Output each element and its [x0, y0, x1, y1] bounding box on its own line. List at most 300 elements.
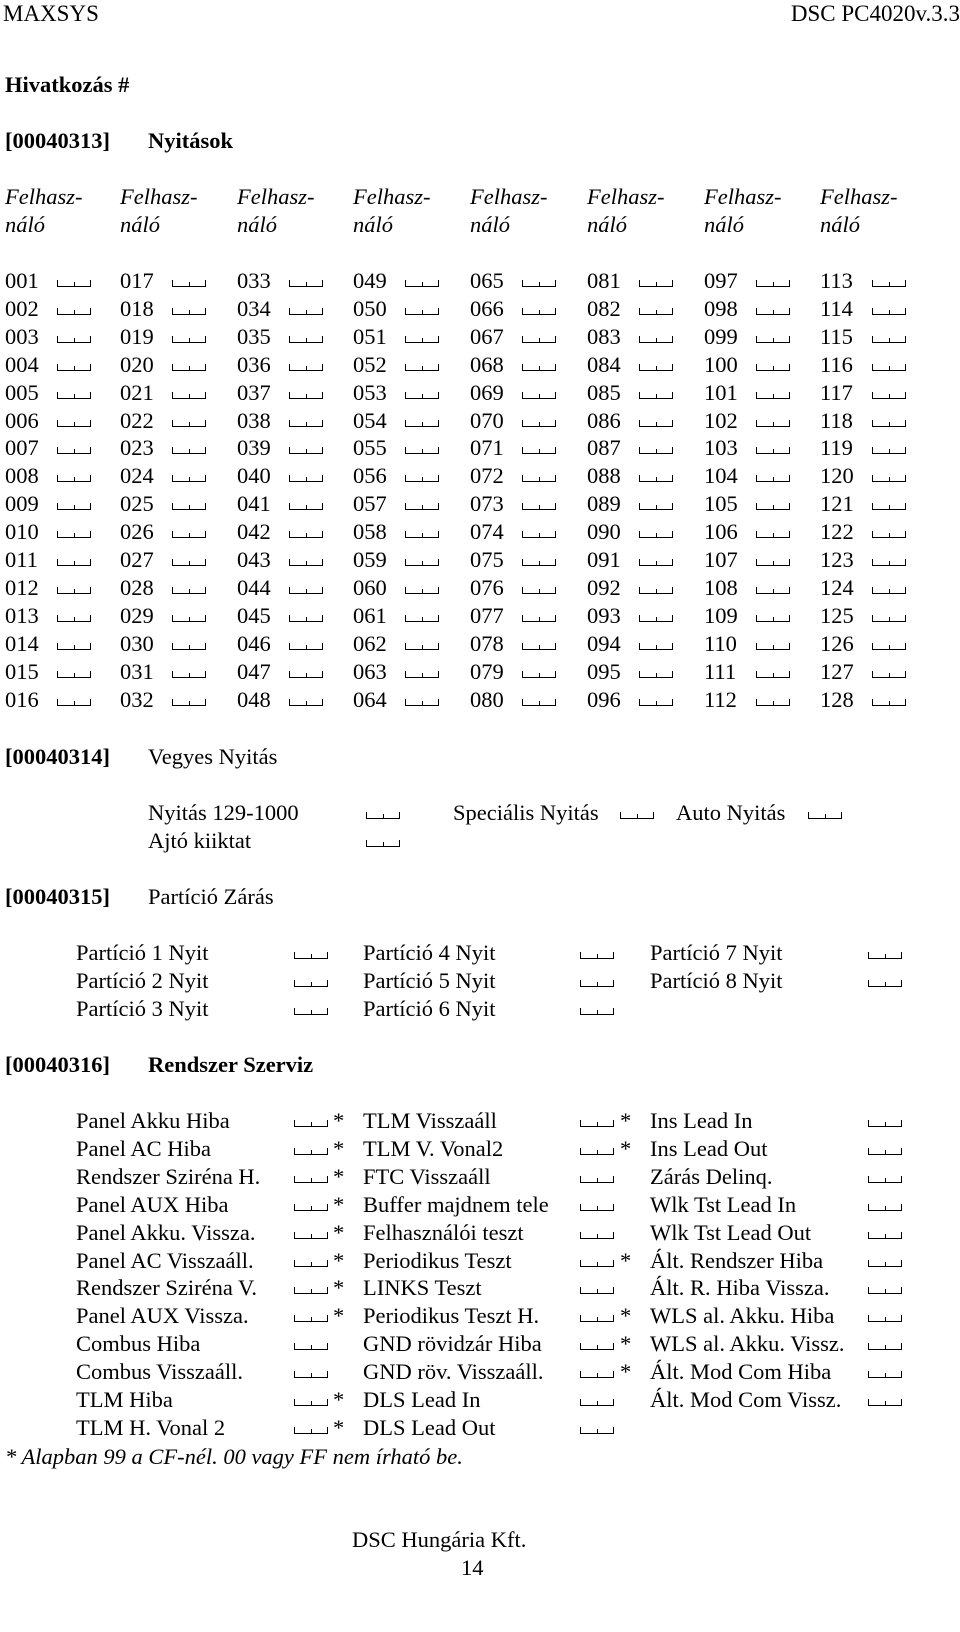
- entry-box[interactable]: [57, 420, 91, 427]
- entry-box[interactable]: [289, 643, 323, 650]
- entry-box[interactable]: [756, 280, 790, 287]
- entry-box[interactable]: [289, 503, 323, 510]
- user-number: 039: [237, 435, 271, 461]
- entry-box[interactable]: [868, 952, 902, 959]
- entry-box[interactable]: [872, 643, 906, 650]
- entry-box[interactable]: [289, 475, 323, 482]
- entry-box[interactable]: [294, 1204, 328, 1211]
- entry-box[interactable]: [294, 952, 328, 959]
- user-number: 027: [120, 547, 154, 572]
- entry-box[interactable]: [872, 531, 906, 538]
- user-number: 083: [587, 323, 621, 349]
- entry-box[interactable]: [405, 447, 439, 454]
- user-number: 002: [5, 295, 39, 321]
- column-header: Felhasz-: [704, 184, 782, 209]
- user-number: 076: [470, 574, 504, 600]
- user-number: 046: [237, 630, 271, 656]
- user-number: 065: [470, 268, 504, 293]
- user-number: 041: [237, 491, 271, 517]
- entry-box[interactable]: [872, 280, 906, 287]
- user-number: 081: [587, 268, 621, 293]
- entry-box[interactable]: [756, 643, 790, 650]
- footnote-marker: *: [620, 1303, 632, 1329]
- entry-box[interactable]: [522, 308, 556, 315]
- entry-box[interactable]: [756, 671, 790, 678]
- footnote-marker: *: [333, 1247, 345, 1273]
- service-label: WLS al. Akku. Hiba: [650, 1303, 835, 1329]
- service-label: Ált. Mod Com Hiba: [650, 1359, 832, 1385]
- entry-box[interactable]: [620, 812, 654, 819]
- footnote-marker: *: [333, 1163, 345, 1189]
- column-header: náló: [820, 212, 861, 237]
- partition-label: Partíció 8 Nyit: [650, 968, 783, 993]
- entry-box[interactable]: [522, 392, 556, 399]
- service-label: Ins Lead Out: [650, 1135, 768, 1161]
- entry-box[interactable]: [57, 364, 91, 371]
- entry-box[interactable]: [57, 559, 91, 566]
- footnote-marker: *: [333, 1135, 345, 1161]
- user-number: 023: [120, 435, 154, 461]
- entry-box[interactable]: [289, 699, 323, 706]
- entry-box[interactable]: [289, 615, 323, 622]
- service-label: Panel AUX Hiba: [76, 1191, 229, 1217]
- user-number: 009: [5, 491, 39, 517]
- entry-box[interactable]: [289, 392, 323, 399]
- entry-box[interactable]: [580, 1204, 614, 1211]
- entry-box[interactable]: [639, 643, 673, 650]
- entry-box[interactable]: [756, 447, 790, 454]
- user-number: 038: [237, 407, 271, 433]
- entry-box[interactable]: [405, 559, 439, 566]
- entry-box[interactable]: [580, 1427, 614, 1434]
- user-number: 061: [353, 602, 387, 628]
- entry-box[interactable]: [294, 1287, 328, 1294]
- user-number: 114: [820, 295, 853, 321]
- entry-box[interactable]: [522, 671, 556, 678]
- section-title: Nyitások: [148, 128, 234, 153]
- user-number: 095: [587, 658, 621, 684]
- entry-box[interactable]: [756, 364, 790, 371]
- entry-box[interactable]: [172, 447, 206, 454]
- user-number: 094: [587, 630, 621, 656]
- entry-box[interactable]: [756, 420, 790, 427]
- entry-box[interactable]: [294, 980, 328, 987]
- entry-box[interactable]: [639, 615, 673, 622]
- entry-box[interactable]: [872, 336, 906, 343]
- user-number: 024: [120, 463, 154, 489]
- entry-box[interactable]: [289, 531, 323, 538]
- entry-box[interactable]: [366, 840, 400, 847]
- entry-box[interactable]: [172, 308, 206, 315]
- service-label: Rendszer Sziréna H.: [76, 1163, 261, 1189]
- footnote-marker: *: [333, 1387, 345, 1412]
- user-number: 124: [820, 574, 854, 600]
- user-number: 128: [820, 686, 854, 712]
- entry-box[interactable]: [294, 1371, 328, 1378]
- entry-box[interactable]: [756, 615, 790, 622]
- entry-box[interactable]: [522, 364, 556, 371]
- entry-box[interactable]: [522, 336, 556, 343]
- entry-box[interactable]: [756, 336, 790, 343]
- entry-box[interactable]: [172, 392, 206, 399]
- header-left: MAXSYS: [3, 1, 99, 26]
- entry-box[interactable]: [172, 336, 206, 343]
- entry-box[interactable]: [639, 420, 673, 427]
- entry-box[interactable]: [639, 559, 673, 566]
- entry-box[interactable]: [294, 1427, 328, 1434]
- user-number: 085: [587, 379, 621, 405]
- user-number: 112: [704, 686, 737, 712]
- section-code: [00040313]: [5, 128, 110, 153]
- entry-box[interactable]: [872, 447, 906, 454]
- user-number: 011: [5, 547, 38, 572]
- footnote-marker: *: [333, 1414, 345, 1440]
- entry-box[interactable]: [580, 1343, 614, 1350]
- user-number: 030: [120, 630, 154, 656]
- user-number: 017: [120, 268, 154, 293]
- entry-box[interactable]: [639, 475, 673, 482]
- user-number: 021: [120, 379, 154, 405]
- user-number: 101: [704, 379, 738, 405]
- service-label: WLS al. Akku. Vissz.: [650, 1331, 845, 1357]
- entry-box[interactable]: [172, 671, 206, 678]
- user-number: 047: [237, 658, 271, 684]
- entry-box[interactable]: [57, 475, 91, 482]
- entry-box[interactable]: [872, 587, 906, 594]
- user-number: 008: [5, 463, 39, 489]
- user-number: 082: [587, 295, 621, 321]
- entry-box[interactable]: [289, 364, 323, 371]
- entry-box[interactable]: [868, 1399, 902, 1406]
- entry-box[interactable]: [405, 699, 439, 706]
- user-number: 043: [237, 547, 271, 572]
- entry-box[interactable]: [405, 336, 439, 343]
- entry-box[interactable]: [580, 1260, 614, 1267]
- header-right: DSC PC4020v.3.3: [790, 1, 960, 26]
- entry-box[interactable]: [522, 699, 556, 706]
- user-number: 012: [5, 574, 39, 600]
- service-label: Wlk Tst Lead Out: [650, 1219, 812, 1245]
- entry-box[interactable]: [522, 503, 556, 510]
- entry-box[interactable]: [57, 503, 91, 510]
- user-number: 117: [820, 379, 853, 405]
- entry-box[interactable]: [580, 1176, 614, 1183]
- entry-box[interactable]: [294, 1315, 328, 1322]
- entry-box[interactable]: [405, 364, 439, 371]
- user-number: 045: [237, 602, 271, 628]
- entry-box[interactable]: [57, 308, 91, 315]
- user-number: 075: [470, 547, 504, 572]
- user-number: 109: [704, 602, 738, 628]
- entry-box[interactable]: [639, 336, 673, 343]
- user-number: 016: [5, 686, 39, 712]
- entry-box[interactable]: [872, 671, 906, 678]
- column-header: Felhasz-: [353, 184, 431, 209]
- user-number: 115: [820, 323, 853, 349]
- entry-box[interactable]: [294, 1260, 328, 1267]
- entry-box[interactable]: [289, 336, 323, 343]
- entry-box[interactable]: [522, 475, 556, 482]
- entry-box[interactable]: [872, 364, 906, 371]
- entry-box[interactable]: [872, 308, 906, 315]
- entry-box[interactable]: [639, 587, 673, 594]
- user-number: 062: [353, 630, 387, 656]
- entry-box[interactable]: [405, 503, 439, 510]
- service-label: Panel Akku Hiba: [76, 1108, 230, 1133]
- entry-box[interactable]: [405, 280, 439, 287]
- entry-box[interactable]: [57, 447, 91, 454]
- entry-box[interactable]: [639, 364, 673, 371]
- entry-box[interactable]: [522, 643, 556, 650]
- entry-box[interactable]: [639, 308, 673, 315]
- entry-box[interactable]: [580, 1008, 614, 1015]
- entry-box[interactable]: [172, 280, 206, 287]
- entry-box[interactable]: [580, 1232, 614, 1239]
- footnote-marker: *: [620, 1331, 632, 1357]
- entry-box[interactable]: [289, 447, 323, 454]
- user-number: 054: [353, 407, 387, 433]
- column-header: náló: [470, 212, 511, 237]
- entry-box[interactable]: [872, 699, 906, 706]
- entry-box[interactable]: [580, 1371, 614, 1378]
- entry-box[interactable]: [405, 615, 439, 622]
- user-number: 037: [237, 379, 271, 405]
- entry-box[interactable]: [756, 587, 790, 594]
- entry-box[interactable]: [756, 475, 790, 482]
- item-label: Ajtó kiiktat: [148, 828, 252, 853]
- user-number: 006: [5, 407, 39, 433]
- entry-box[interactable]: [756, 392, 790, 399]
- entry-box[interactable]: [57, 280, 91, 287]
- entry-box[interactable]: [172, 420, 206, 427]
- entry-box[interactable]: [522, 280, 556, 287]
- user-number: 126: [820, 630, 854, 656]
- entry-box[interactable]: [172, 559, 206, 566]
- entry-box[interactable]: [868, 1176, 902, 1183]
- entry-box[interactable]: [872, 392, 906, 399]
- entry-box[interactable]: [172, 587, 206, 594]
- entry-box[interactable]: [294, 1232, 328, 1239]
- entry-box[interactable]: [405, 671, 439, 678]
- user-number: 072: [470, 463, 504, 489]
- user-number: 123: [820, 547, 854, 572]
- user-number: 121: [820, 491, 854, 517]
- entry-box[interactable]: [639, 699, 673, 706]
- entry-box[interactable]: [172, 503, 206, 510]
- entry-box[interactable]: [868, 1371, 902, 1378]
- user-number: 119: [820, 435, 853, 461]
- user-number: 028: [120, 574, 154, 600]
- user-number: 053: [353, 379, 387, 405]
- entry-box[interactable]: [522, 615, 556, 622]
- entry-box[interactable]: [289, 671, 323, 678]
- entry-box[interactable]: [366, 812, 400, 819]
- entry-box[interactable]: [522, 559, 556, 566]
- entry-box[interactable]: [756, 308, 790, 315]
- entry-box[interactable]: [172, 364, 206, 371]
- entry-box[interactable]: [57, 531, 91, 538]
- entry-box[interactable]: [57, 643, 91, 650]
- service-label: DLS Lead Out: [363, 1414, 496, 1440]
- entry-box[interactable]: [868, 1343, 902, 1350]
- partition-label: Partíció 3 Nyit: [76, 996, 209, 1021]
- user-number: 055: [353, 435, 387, 461]
- entry-box[interactable]: [294, 1008, 328, 1015]
- entry-box[interactable]: [808, 812, 842, 819]
- user-number: 091: [587, 547, 621, 572]
- entry-box[interactable]: [522, 587, 556, 594]
- entry-box[interactable]: [172, 531, 206, 538]
- service-label: Panel AC Hiba: [76, 1135, 211, 1161]
- entry-box[interactable]: [289, 420, 323, 427]
- entry-box[interactable]: [522, 420, 556, 427]
- entry-box[interactable]: [868, 1204, 902, 1211]
- service-label: Rendszer Sziréna V.: [76, 1275, 257, 1301]
- user-number: 049: [353, 268, 387, 293]
- entry-box[interactable]: [872, 420, 906, 427]
- entry-box[interactable]: [289, 308, 323, 315]
- entry-box[interactable]: [639, 531, 673, 538]
- entry-box[interactable]: [405, 475, 439, 482]
- entry-box[interactable]: [294, 1148, 328, 1155]
- entry-box[interactable]: [57, 336, 91, 343]
- user-number: 092: [587, 574, 621, 600]
- item-label: Auto Nyitás: [676, 800, 786, 825]
- footnote-marker: *: [333, 1275, 345, 1301]
- footnote-marker: *: [620, 1359, 632, 1385]
- entry-box[interactable]: [868, 1232, 902, 1239]
- entry-box[interactable]: [294, 1120, 328, 1127]
- user-number: 034: [237, 295, 271, 321]
- entry-box[interactable]: [580, 1287, 614, 1294]
- entry-box[interactable]: [57, 671, 91, 678]
- user-number: 105: [704, 491, 738, 517]
- entry-box[interactable]: [580, 1399, 614, 1406]
- entry-box[interactable]: [289, 587, 323, 594]
- section-code: [00040315]: [5, 884, 110, 909]
- entry-box[interactable]: [580, 980, 614, 987]
- section-title: Partíció Zárás: [148, 884, 274, 909]
- user-number: 050: [353, 295, 387, 321]
- user-number: 099: [704, 323, 738, 349]
- service-label: Wlk Tst Lead In: [650, 1191, 797, 1217]
- entry-box[interactable]: [868, 980, 902, 987]
- entry-box[interactable]: [294, 1176, 328, 1183]
- entry-box[interactable]: [868, 1315, 902, 1322]
- service-label: Zárás Delinq.: [650, 1163, 773, 1189]
- entry-box[interactable]: [172, 643, 206, 650]
- entry-box[interactable]: [405, 420, 439, 427]
- column-header: náló: [5, 212, 46, 237]
- entry-box[interactable]: [172, 615, 206, 622]
- entry-box[interactable]: [872, 615, 906, 622]
- service-label: Felhasználói teszt: [363, 1219, 524, 1245]
- footnote: * Alapban 99 a CF-nél. 00 vagy FF nem írható be.: [5, 1444, 463, 1469]
- user-number: 097: [704, 268, 738, 293]
- entry-box[interactable]: [639, 447, 673, 454]
- entry-box[interactable]: [57, 615, 91, 622]
- entry-box[interactable]: [294, 1399, 328, 1406]
- entry-box[interactable]: [868, 1287, 902, 1294]
- entry-box[interactable]: [405, 531, 439, 538]
- entry-box[interactable]: [289, 559, 323, 566]
- user-number: 078: [470, 630, 504, 656]
- entry-box[interactable]: [289, 280, 323, 287]
- user-number: 044: [237, 574, 271, 600]
- entry-box[interactable]: [172, 699, 206, 706]
- entry-box[interactable]: [872, 475, 906, 482]
- column-header: Felhasz-: [237, 184, 315, 209]
- entry-box[interactable]: [872, 503, 906, 510]
- entry-box[interactable]: [580, 1120, 614, 1127]
- user-number: 020: [120, 351, 154, 377]
- entry-box[interactable]: [405, 643, 439, 650]
- section-title: Vegyes Nyitás: [148, 744, 278, 769]
- entry-box[interactable]: [57, 699, 91, 706]
- entry-box[interactable]: [405, 587, 439, 594]
- user-number: 015: [5, 658, 39, 684]
- entry-box[interactable]: [639, 503, 673, 510]
- user-number: 013: [5, 602, 39, 628]
- footnote-marker: *: [333, 1219, 345, 1245]
- user-number: 068: [470, 351, 504, 377]
- entry-box[interactable]: [639, 671, 673, 678]
- user-number: 069: [470, 379, 504, 405]
- footnote-marker: *: [333, 1303, 345, 1329]
- user-number: 059: [353, 547, 387, 572]
- partition-label: Partíció 5 Nyit: [363, 968, 496, 993]
- entry-box[interactable]: [756, 699, 790, 706]
- entry-box[interactable]: [522, 531, 556, 538]
- entry-box[interactable]: [868, 1120, 902, 1127]
- user-number: 019: [120, 323, 154, 349]
- entry-box[interactable]: [580, 952, 614, 959]
- item-label: Nyitás 129-1000: [148, 800, 299, 825]
- footnote-marker: *: [620, 1135, 632, 1161]
- entry-box[interactable]: [868, 1148, 902, 1155]
- user-number: 048: [237, 686, 271, 712]
- user-number: 026: [120, 519, 154, 545]
- user-number: 088: [587, 463, 621, 489]
- entry-box[interactable]: [639, 280, 673, 287]
- entry-box[interactable]: [405, 308, 439, 315]
- entry-box[interactable]: [580, 1315, 614, 1322]
- user-number: 052: [353, 351, 387, 377]
- entry-box[interactable]: [172, 475, 206, 482]
- entry-box[interactable]: [580, 1148, 614, 1155]
- service-label: Combus Hiba: [76, 1331, 201, 1357]
- user-number: 111: [704, 658, 737, 684]
- entry-box[interactable]: [405, 392, 439, 399]
- user-number: 057: [353, 491, 387, 517]
- entry-box[interactable]: [57, 392, 91, 399]
- user-number: 010: [5, 519, 39, 545]
- entry-box[interactable]: [57, 587, 91, 594]
- entry-box[interactable]: [756, 559, 790, 566]
- service-label: TLM Visszaáll: [363, 1108, 497, 1133]
- entry-box[interactable]: [868, 1260, 902, 1267]
- entry-box[interactable]: [756, 531, 790, 538]
- entry-box[interactable]: [872, 559, 906, 566]
- entry-box[interactable]: [756, 503, 790, 510]
- entry-box[interactable]: [294, 1343, 328, 1350]
- service-label: Periodikus Teszt H.: [363, 1303, 540, 1329]
- user-number: 100: [704, 351, 738, 377]
- entry-box[interactable]: [639, 392, 673, 399]
- entry-box[interactable]: [522, 447, 556, 454]
- service-label: Ins Lead In: [650, 1108, 753, 1133]
- user-number: 087: [587, 435, 621, 461]
